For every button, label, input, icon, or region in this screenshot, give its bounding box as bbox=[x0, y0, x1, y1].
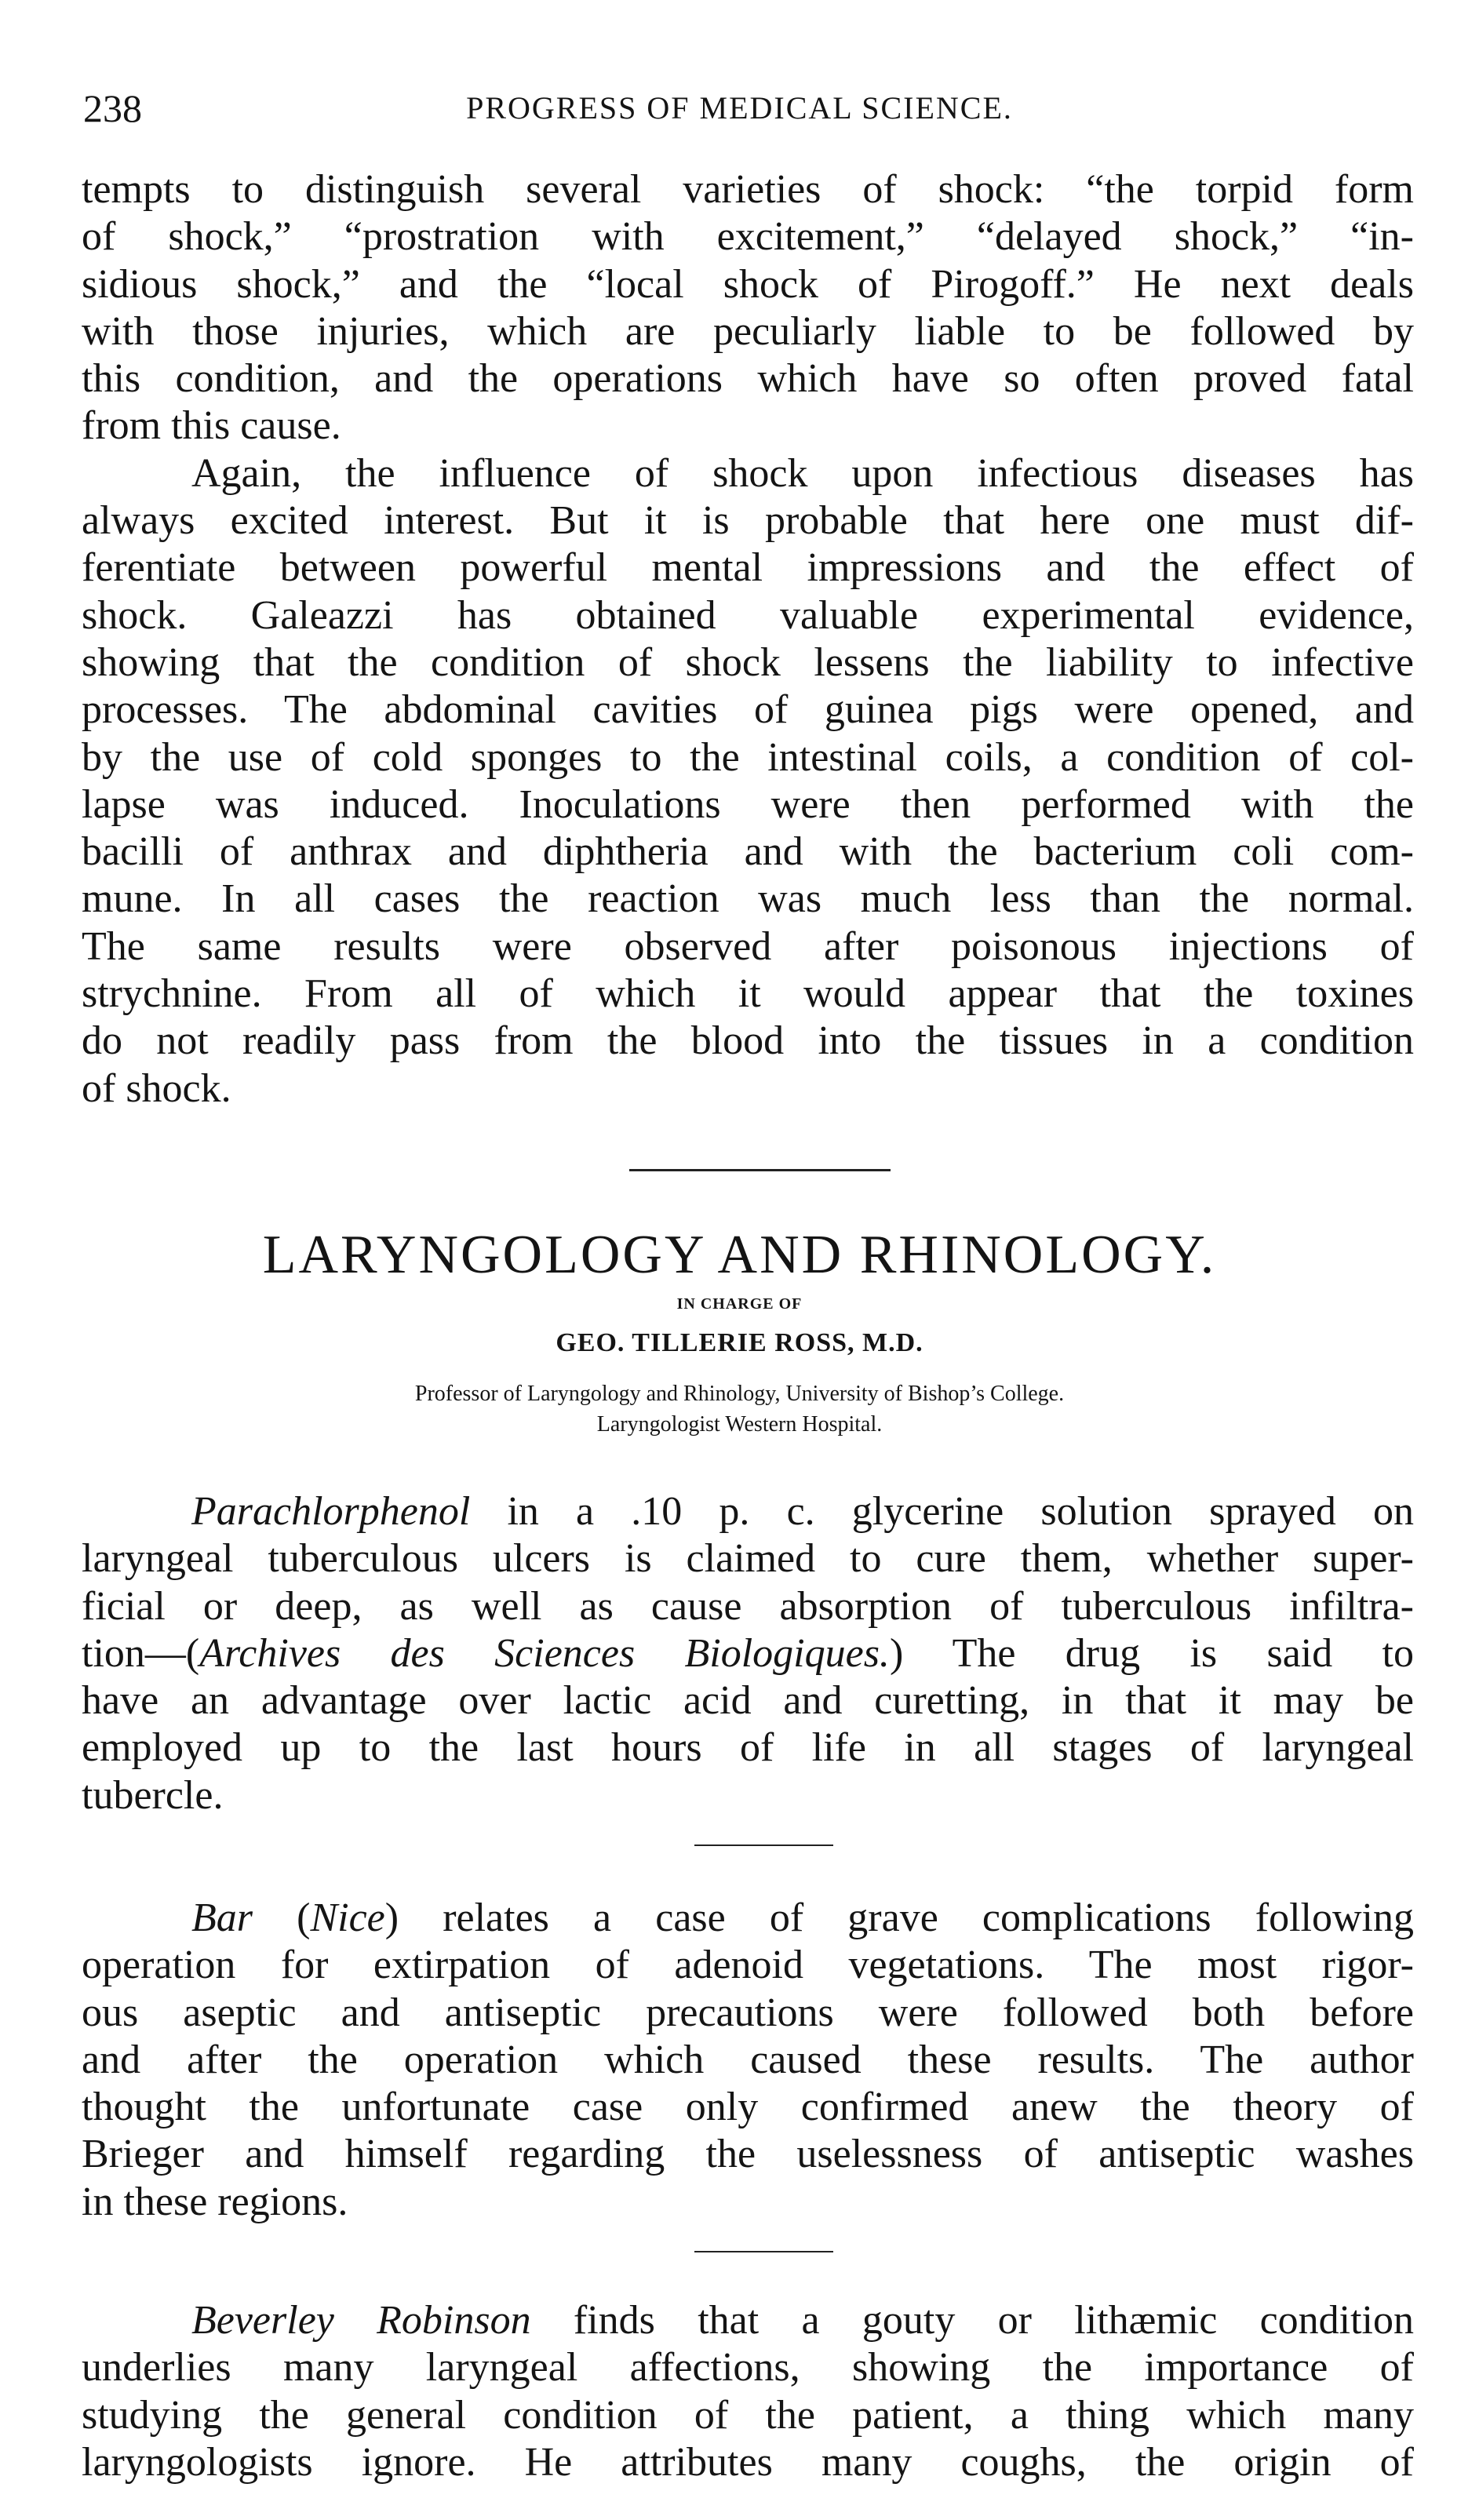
text-line bbox=[82, 592, 1414, 639]
text-segment: sidious shock,” and the “local shock of Pirogoff.” He next deals bbox=[82, 261, 1414, 307]
text-segment: processes. The abdominal cavities of guinea pigs were opened, and bbox=[82, 687, 1414, 733]
paragraph-divider bbox=[694, 1844, 833, 1846]
text-line bbox=[82, 402, 1414, 450]
text-segment: ferentiate between powerful mental impressions and the effect of bbox=[82, 545, 1414, 591]
paragraph-bar bbox=[82, 1895, 1414, 2226]
section-title: LARYNGOLOGY AND RHINOLOGY. bbox=[262, 1225, 1217, 1285]
text-line bbox=[82, 876, 1414, 923]
text-segment: do not readily pass from the blood into the tissues in a condition bbox=[82, 1018, 1414, 1064]
text-segment: underlies many laryngeal affections, showing the importance of bbox=[82, 2345, 1414, 2391]
text-segment: this condition, and the operations which have so often proved fatal bbox=[82, 356, 1414, 402]
text-segment: tempts to distinguish several varieties of shock: “the torpid form bbox=[82, 167, 1414, 212]
paragraph-divider bbox=[694, 2251, 833, 2252]
text-line bbox=[82, 2297, 1414, 2344]
text-line bbox=[82, 166, 1414, 213]
text-segment: employed up to the last hours of life in all stages of laryngeal bbox=[82, 1725, 1414, 1771]
text-line bbox=[82, 970, 1414, 1018]
text-segment: ) The drug is said to bbox=[889, 1630, 1414, 1676]
text-line bbox=[82, 1677, 1414, 1724]
text-segment: bacilli of anthrax and diphtheria and with the bacterium coli com- bbox=[82, 829, 1414, 875]
text-segment: laryngologists ignore. He attributes many coughs, the origin of bbox=[82, 2439, 1414, 2485]
text-segment: operation for extirpation of adenoid vegetations. The most rigor- bbox=[82, 1943, 1414, 1988]
text-line bbox=[82, 1583, 1414, 1630]
text-segment: showing that the condition of shock lessens the liability to infective bbox=[82, 639, 1414, 685]
text-line bbox=[82, 1065, 1414, 1113]
text-line bbox=[82, 1990, 1414, 2037]
text-segment: Again, the influence of shock upon infectious diseases has bbox=[191, 450, 1414, 496]
text-line bbox=[82, 1630, 1414, 1677]
italic-text: Parachlorphenol bbox=[191, 1489, 471, 1534]
text-segment: tubercle. bbox=[82, 1772, 224, 1818]
text-segment: of shock. bbox=[82, 1065, 231, 1111]
text-segment: by the use of cold sponges to the intestinal coils, a condition of col- bbox=[82, 734, 1414, 780]
section-divider bbox=[629, 1169, 891, 1171]
editor-name: GEO. TILLERIE ROSS, M.D. bbox=[556, 1328, 923, 1357]
text-line bbox=[82, 1942, 1414, 1989]
text-segment: lapse was induced. Inoculations were then performed with the bbox=[82, 781, 1414, 827]
text-segment: ( bbox=[253, 1895, 311, 1940]
text-line bbox=[82, 1724, 1414, 1772]
text-line bbox=[82, 1488, 1414, 1535]
text-line bbox=[82, 308, 1414, 355]
text-line bbox=[82, 828, 1414, 876]
text-line bbox=[82, 544, 1414, 592]
text-line bbox=[82, 639, 1414, 686]
text-line bbox=[82, 355, 1414, 402]
text-line bbox=[82, 2084, 1414, 2131]
text-line bbox=[82, 781, 1414, 828]
text-segment: in these regions. bbox=[82, 2179, 348, 2224]
text-line bbox=[82, 213, 1414, 260]
text-segment: ficial or deep, as well as cause absorption of tuberculous infiltra- bbox=[82, 1583, 1414, 1629]
text-segment: Brieger and himself regarding the uselessness of antiseptic washes bbox=[82, 2132, 1414, 2177]
text-segment: with those injuries, which are peculiarly liable to be followed by bbox=[82, 308, 1414, 354]
editor-affiliation: Laryngologist Western Hospital. bbox=[596, 1412, 883, 1437]
text-line bbox=[82, 923, 1414, 970]
text-line bbox=[82, 497, 1414, 544]
text-segment: always excited interest. But it is probable that here one must dif- bbox=[82, 498, 1414, 544]
page-number: 238 bbox=[83, 86, 142, 130]
italic-text: Archives des Sciences Biologiques. bbox=[199, 1630, 890, 1676]
text-segment: tion—( bbox=[82, 1630, 200, 1676]
text-line bbox=[82, 1535, 1414, 1582]
italic-text: Beverley Robinson bbox=[191, 2298, 531, 2343]
text-segment: finds that a gouty or lithæmic condition bbox=[530, 2298, 1414, 2343]
text-segment: shock. Galeazzi has obtained valuable experimental evidence, bbox=[82, 592, 1414, 638]
text-line bbox=[82, 1018, 1414, 1065]
text-line bbox=[82, 2037, 1414, 2084]
text-line bbox=[82, 2131, 1414, 2178]
paragraph-robinson bbox=[82, 2297, 1414, 2486]
in-charge-label: IN CHARGE OF bbox=[676, 1295, 803, 1313]
text-line bbox=[82, 450, 1414, 497]
text-segment: in a .10 p. c. glycerine solution sprayed on bbox=[470, 1489, 1414, 1534]
editor-title: Professor of Laryngology and Rhinology, University of Bishop’s College. bbox=[414, 1382, 1065, 1406]
text-line bbox=[82, 686, 1414, 734]
running-head: PROGRESS OF MEDICAL SCIENCE. bbox=[466, 90, 1013, 126]
text-segment: The same results were observed after poisonous injections of bbox=[82, 923, 1414, 969]
text-line bbox=[82, 2179, 1414, 2226]
text-segment: ) relates a case of grave complications following bbox=[384, 1895, 1414, 1940]
text-line bbox=[82, 2439, 1414, 2486]
text-line bbox=[82, 734, 1414, 781]
text-line bbox=[82, 2392, 1414, 2439]
text-line bbox=[82, 1772, 1414, 1819]
text-segment: strychnine. From all of which it would appear that the toxines bbox=[82, 971, 1414, 1017]
text-segment: of shock,” “prostration with excitement,” “delayed shock,” “in- bbox=[82, 214, 1414, 260]
text-line bbox=[82, 1895, 1414, 1942]
paragraph-parachlorphenol bbox=[82, 1488, 1414, 1819]
text-segment: ous aseptic and antiseptic precautions were followed both before bbox=[82, 1990, 1414, 2035]
italic-text: Nice bbox=[310, 1895, 385, 1940]
text-segment: from this cause. bbox=[82, 403, 341, 449]
italic-text: Bar bbox=[191, 1895, 253, 1940]
text-segment: and after the operation which caused these results. The author bbox=[82, 2037, 1414, 2082]
continued-text bbox=[82, 166, 1414, 1113]
text-segment: thought the unfortunate case only confirmed anew the theory of bbox=[82, 2085, 1414, 2130]
text-line bbox=[82, 2344, 1414, 2391]
text-segment: studying the general condition of the patient, a thing which many bbox=[82, 2392, 1414, 2438]
text-segment: mune. In all cases the reaction was much less than the normal. bbox=[82, 876, 1414, 922]
text-segment: have an advantage over lactic acid and curetting, in that it may be bbox=[82, 1678, 1414, 1724]
text-segment: laryngeal tuberculous ulcers is claimed to cure them, whether super- bbox=[82, 1536, 1414, 1582]
text-line bbox=[82, 261, 1414, 308]
